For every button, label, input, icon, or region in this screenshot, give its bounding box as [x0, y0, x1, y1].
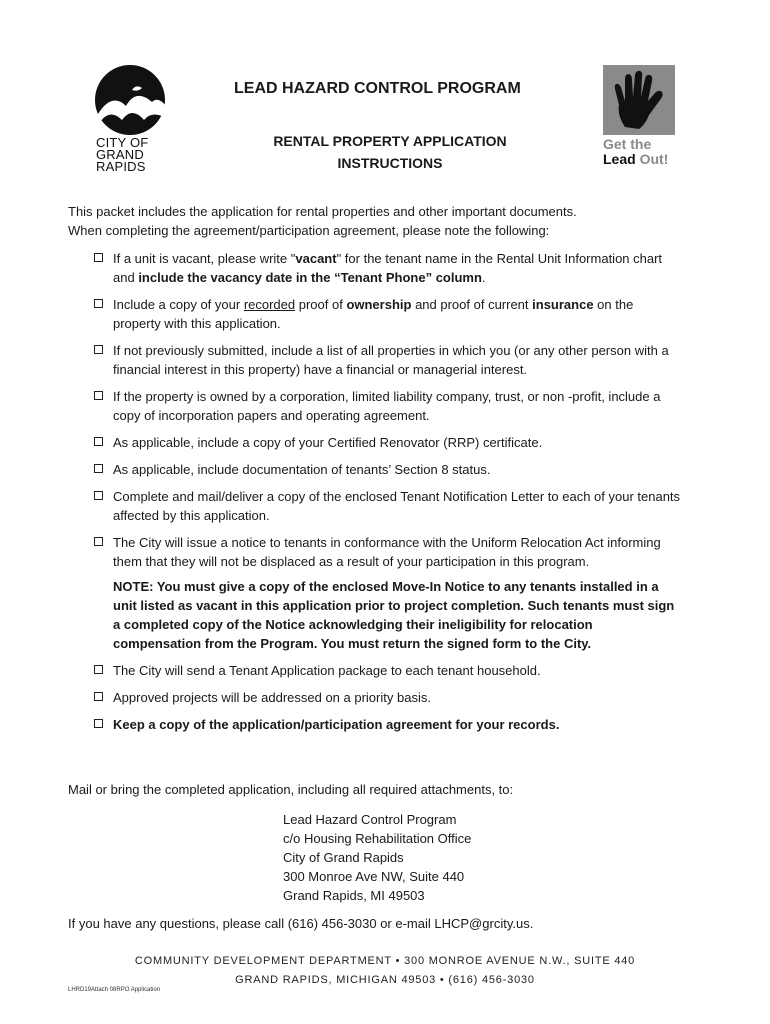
checklist-item-5-text: As applicable, include a copy of your Certified Renovator (RRP) certificate. [113, 435, 543, 450]
contact-line: If you have any questions, please call (616) 456-3030 or e-mail LHCP@grcity.us. [68, 916, 534, 931]
checklist-item-1-text-2: " for the tenant name in the Rental Unit Information chart and [113, 251, 663, 285]
checkbox-icon [94, 491, 103, 500]
city-emblem-icon [92, 62, 172, 142]
intro-line-1: This packet includes the application for rental properties and other important documents. [68, 204, 577, 219]
address-line-1: Lead Hazard Control Program [283, 812, 457, 827]
checklist-item-6-text: As applicable, include documentation of tenants’ Section 8 status. [113, 462, 491, 477]
checklist-item [92, 715, 682, 734]
checklist-item-2-underlined: recorded [243, 297, 296, 312]
page-title: LEAD HAZARD CONTROL PROGRAM [234, 80, 521, 97]
city-logo-line-1: CITY OF [96, 135, 149, 150]
checklist-item-3-text: If not previously submitted, include a list of all properties in which you (or any other person with a financial interest in this property) have a financial or managerial interest. [113, 343, 669, 377]
move-in-note: NOTE: You must give a copy of the enclosed Move-In Notice to any tenants installed in a unit listed as vacant in this application prior to project completion. Such tenants must sign a completed copy of the Notice acknowledging their ineligibility for relocation compensation from the Program. You must return the signed form to the City. [113, 579, 675, 651]
checklist-item [92, 433, 682, 452]
checkbox-icon [94, 692, 103, 701]
checkbox-icon [94, 253, 103, 262]
checklist-item [92, 341, 682, 379]
checklist-item [92, 295, 682, 333]
intro-paragraph [68, 202, 708, 240]
checklist-item-10-text: Approved projects will be addressed on a priority basis. [113, 690, 431, 705]
checklist-item-7-text: Complete and mail/deliver a copy of the enclosed Tenant Notification Letter to each of your tenants affected by this application. [113, 489, 681, 523]
checklist-item-1-bold-2: include the vacancy date in the “Tenant Phone” column [138, 270, 482, 285]
address-line-4: 300 Monroe Ave NW, Suite 440 [283, 869, 465, 884]
hand-print-icon [603, 65, 675, 135]
campaign-caption-lead: Lead [603, 151, 636, 167]
checklist-item-11-text: Keep a copy of the application/participation agreement for your records. [113, 717, 560, 732]
mailing-address [283, 810, 583, 905]
checklist-item [92, 661, 682, 680]
checkbox-icon [94, 665, 103, 674]
city-logo [92, 62, 172, 180]
checkbox-icon [94, 345, 103, 354]
checklist-item-9-text: The City will send a Tenant Application package to each tenant household. [113, 663, 541, 678]
campaign-caption-line-1: Get the [603, 136, 652, 152]
checklist-item-2-text-1: Include a copy of your [113, 297, 244, 312]
checklist-item-1-text-1: If a unit is vacant, please write " [113, 251, 296, 266]
checkbox-icon [94, 299, 103, 308]
address-line-5: Grand Rapids, MI 49503 [283, 888, 425, 903]
checklist-item-8-text: The City will issue a notice to tenants in conformance with the Uniform Relocation Act informing them that they will not be displaced as a result of your participation in this program. [113, 535, 661, 569]
checkbox-icon [94, 437, 103, 446]
footer-line-1: COMMUNITY DEVELOPMENT DEPARTMENT • 300 MONROE AVENUE N.W., SUITE 440 [134, 955, 636, 967]
checklist-item-2-text-4: on the property with this application. [113, 297, 634, 331]
checkbox-icon [94, 464, 103, 473]
address-line-2: c/o Housing Rehabilitation Office [283, 831, 472, 846]
subtitle-line-1: RENTAL PROPERTY APPLICATION [273, 133, 507, 149]
mail-instructions: Mail or bring the completed application, including all required attachments, to: [68, 782, 514, 797]
checklist-item-1-bold-1: vacant [295, 251, 337, 266]
document-id: LHRD19Attach 08RPO Application [68, 987, 161, 993]
checkbox-icon [94, 391, 103, 400]
department-footer [100, 952, 670, 990]
checklist-item [92, 387, 682, 425]
checklist-item [92, 688, 682, 707]
page-subtitle [240, 130, 540, 174]
city-logo-text [96, 137, 148, 173]
checklist-item [92, 533, 682, 571]
campaign-caption-out: Out! [639, 151, 669, 167]
city-logo-line-3: RAPIDS [96, 159, 146, 174]
checklist-item-2-text-3: and proof of current [411, 297, 533, 312]
intro-line-2: When completing the agreement/participation agreement, please note the following: [68, 223, 550, 238]
checklist-item [92, 249, 682, 287]
checklist-item-2-bold-1: ownership [346, 297, 412, 312]
campaign-caption [603, 137, 677, 167]
checkbox-icon [94, 719, 103, 728]
footer-line-2: GRAND RAPIDS, MICHIGAN 49503 • (616) 456-3030 [235, 974, 535, 986]
checklist-item [92, 487, 682, 525]
subtitle-line-2: INSTRUCTIONS [337, 155, 443, 171]
get-the-lead-out-logo [603, 65, 677, 173]
checklist-item-2-text-2: proof of [295, 297, 347, 312]
checklist-item-1-text-3: . [481, 270, 486, 285]
city-logo-line-2: GRAND [96, 147, 144, 162]
checklist-item [92, 460, 682, 479]
checklist-item-2-bold-2: insurance [532, 297, 594, 312]
address-line-3: City of Grand Rapids [283, 850, 404, 865]
checkbox-icon [94, 537, 103, 546]
instruction-checklist [92, 249, 682, 742]
checklist-item-4-text: If the property is owned by a corporation, limited liability company, trust, or non -profit, include a copy of incorporation papers and operating agreement. [113, 389, 661, 423]
